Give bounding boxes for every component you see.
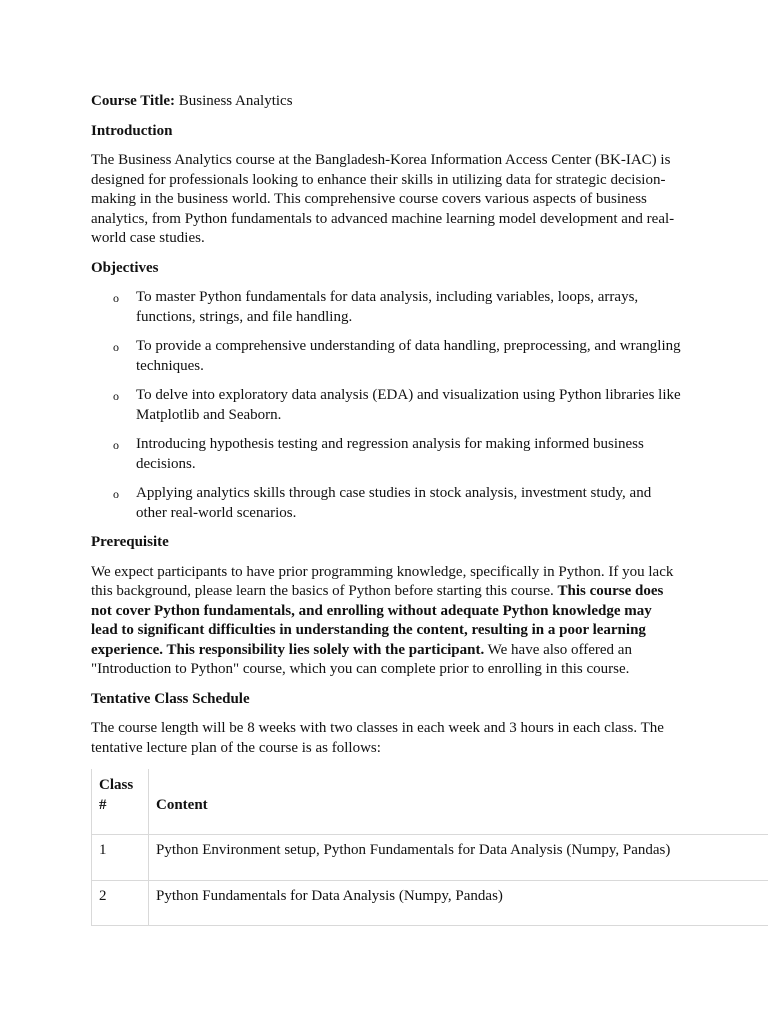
class-content-cell: Python Fundamentals for Data Analysis (Numpy, Pandas) [149, 880, 768, 926]
bullet-icon: o [113, 389, 119, 403]
objective-item [91, 288, 681, 327]
objective-text: Applying analytics skills through case studies in stock analysis, investment study, and other real-world scenarios. [136, 485, 652, 521]
table-header-row [92, 769, 768, 835]
bullet-icon: o [113, 291, 119, 305]
schedule-text: The course length will be 8 weeks with two classes in each week and 3 hours in each class. The tentative lecture plan of the course is as follows: [91, 720, 664, 756]
class-number-cell: 2 [92, 880, 149, 926]
objectives-list [91, 288, 681, 523]
course-title-value: Business Analytics [175, 93, 293, 109]
table-row [92, 835, 768, 881]
prerequisite-text-before: We expect participants to have prior programming knowledge, specifically in Python. If you lack this background, please learn the basics of Python before starting this course. [91, 563, 674, 599]
objective-item [91, 484, 681, 523]
objective-text: To delve into exploratory data analysis (EDA) and visualization using Python libraries like Matplotlib and Seaborn. [136, 387, 681, 423]
document-body [91, 92, 681, 768]
introduction-heading: Introduction [91, 122, 173, 139]
prerequisite-heading: Prerequisite [91, 534, 169, 550]
bullet-icon: o [113, 340, 119, 354]
course-title-line [91, 92, 681, 112]
introduction-text: The Business Analytics course at the Bangladesh-Korea Information Access Center (BK-IAC) is designed for professionals looking to enhance their skills in utilizing data for strategic decision-making in the business world. This comprehensive course covers various aspects of business analytics, from Python fundamentals to advanced machine learning model development and real-world case studies. [91, 152, 675, 246]
class-content-cell: Python Environment setup, Python Fundamentals for Data Analysis (Numpy, Pandas) [149, 835, 768, 881]
table-row [92, 880, 768, 926]
objective-text: Introducing hypothesis testing and regression analysis for making informed business decisions. [136, 436, 644, 472]
bullet-icon: o [113, 487, 119, 501]
objective-item [91, 386, 681, 425]
schedule-table [91, 769, 768, 926]
prerequisite-text-after: We have also offered an "Introduction to Python" course, which you can complete prior to enrolling in this course. [91, 641, 632, 677]
objectives-heading: Objectives [91, 259, 159, 276]
bullet-icon: o [113, 438, 119, 452]
objective-text: To master Python fundamentals for data analysis, including variables, loops, arrays, functions, strings, and file handling. [136, 289, 639, 325]
class-number-cell: 1 [92, 835, 149, 881]
prerequisite-text [91, 563, 681, 680]
objective-text: To provide a comprehensive understanding of data handling, preprocessing, and wrangling techniques. [136, 338, 681, 374]
objective-item [91, 435, 681, 474]
objective-item [91, 337, 681, 376]
column-header-content: Content [149, 769, 768, 835]
column-header-class: Class # [92, 769, 149, 835]
prerequisite-text-bold: This course does not cover Python fundamentals, and enrolling without adequate Python knowledge may lead to significant difficulties in understanding the content, resulting in a poor learning experience. This responsibility lies solely with the participant. [91, 583, 664, 658]
course-title-label: Course Title: [91, 93, 176, 109]
schedule-heading: Tentative Class Schedule [91, 690, 250, 707]
